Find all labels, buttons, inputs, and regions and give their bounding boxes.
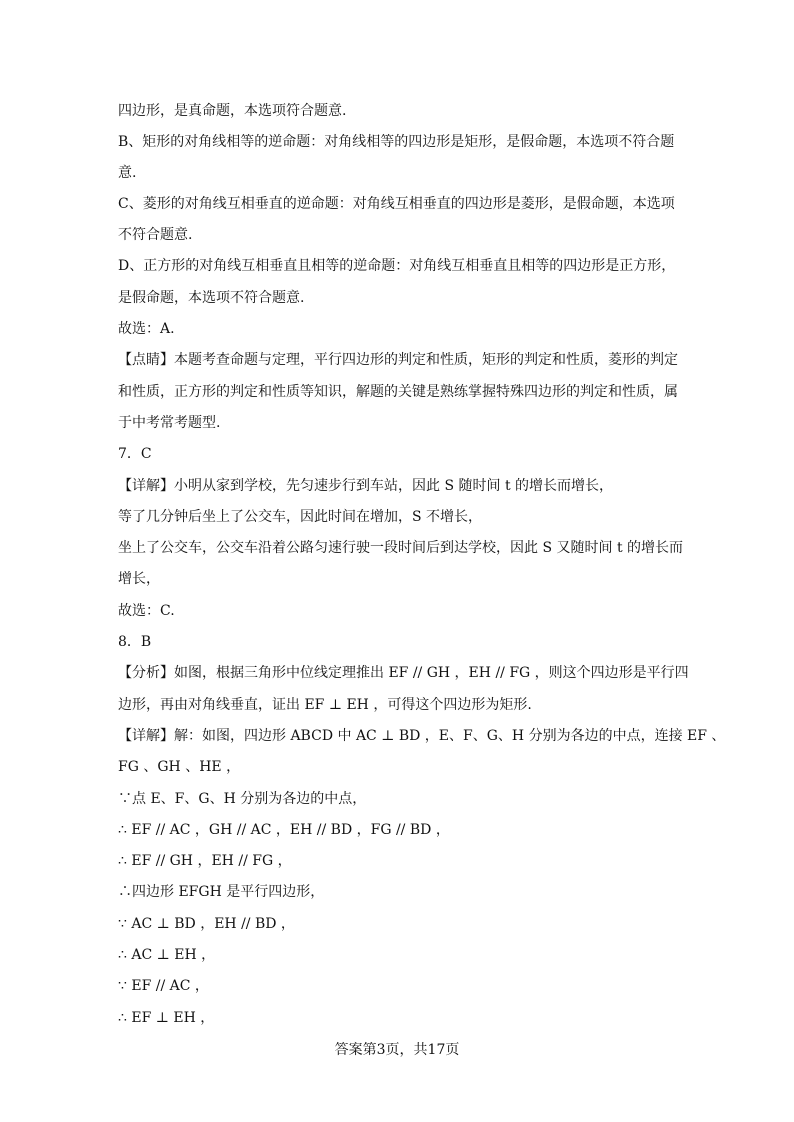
text-line: 故选：A. (118, 321, 175, 337)
text-line: 增长， (118, 571, 160, 587)
text-line: ∴ AC ⊥ EH ， (118, 947, 216, 963)
text-line: B、矩形的对角线相等的逆命题：对角线相等的四边形是矩形，是假命题，本选项不符合题 (118, 134, 675, 150)
text-line: 8．B (118, 634, 152, 650)
text-line: 于中考常考题型. (118, 415, 221, 431)
text-line: 【详解】解：如图，四边形 ABCD 中 AC ⊥ BD ，E、F、G、H 分别为各边的中点，连接 EF 、 (118, 728, 726, 744)
text-line: C、菱形的对角线互相垂直的逆命题：对角线互相垂直的四边形是菱形，是假命题，本选项 (118, 196, 675, 212)
text-line: 【分析】如图，根据三角形中位线定理推出 EF // GH ，EH // FG ，则这个四边形是平行四 (118, 665, 689, 681)
text-line: 【详解】小明从家到学校，先匀速步行到车站，因此 S 随时间 t 的增长而增长， (118, 478, 614, 494)
text-line: ∴ EF // AC ，GH // AC ，EH // BD ，FG // BD ， (118, 822, 450, 838)
text-line: ∵ EF // AC ， (118, 978, 209, 994)
text-line: 不符合题意. (118, 227, 193, 243)
text-line: D、正方形的对角线互相垂直且相等的逆命题：对角线互相垂直且相等的四边形是正方形， (118, 258, 676, 274)
text-line: 和性质，正方形的判定和性质等知识，解题的关键是熟练掌握特殊四边形的判定和性质，属 (118, 384, 678, 400)
text-line: 边形，再由对角线垂直，证出 EF ⊥ EH ，可得这个四边形为矩形. (118, 697, 532, 713)
text-line: 故选：C. (118, 603, 175, 619)
text-line: 坐上了公交车，公交车沿着公路匀速行驶一段时间后到达学校，因此 S 又随时间 t 的增长而 (118, 540, 684, 556)
text-line: ∴ EF // GH ，EH // FG ， (118, 853, 292, 869)
text-line: ∴ EF ⊥ EH ， (118, 1010, 215, 1026)
text-line: 意. (118, 165, 137, 181)
text-line: ∴四边形 EFGH 是平行四边形， (118, 884, 325, 900)
text-line: 等了几分钟后坐上了公交车，因此时间在增加，S 不增长， (118, 509, 483, 525)
text-line: ∵点 E、F、G、H 分别为各边的中点， (118, 791, 367, 807)
text-line: 7．C (118, 446, 152, 462)
text-line: FG 、GH 、HE ， (118, 759, 241, 775)
text-line: 四边形，是真命题，本选项符合题意. (118, 103, 347, 119)
text-line: 【点睛】本题考查命题与定理，平行四边形的判定和性质，矩形的判定和性质，菱形的判定 (118, 352, 678, 368)
text-line: ∵ AC ⊥ BD ，EH // BD ， (118, 916, 295, 932)
text-line: 是假命题，本选项不符合题意. (118, 290, 305, 306)
page-footer: 答案第3页，共17页 (334, 1042, 460, 1058)
